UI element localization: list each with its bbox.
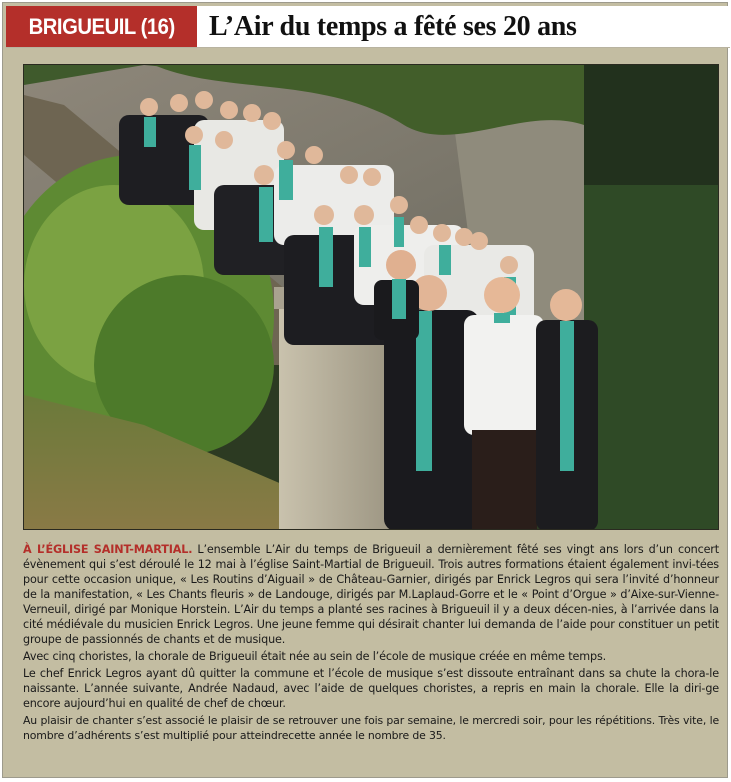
paragraph-3: Le chef Enrick Legros ayant dû quitter la commune et l’école de musique s’est dissoute entraînant dans sa chute la chora-le naissante. L’année suivante, Andrée Nadaud, avec l’aide de quelques choristes, a repris en main la chorale. Elle la diri-ge encore aujourd’hui en qualité de chef de chœur. <box>23 667 719 710</box>
article-frame <box>2 2 728 778</box>
paragraph-2: Avec cinq choristes, la chorale de Brigueuil était née au sein de l’école de musique créée en même temps. <box>23 650 607 663</box>
paragraph-1-text: L’ensemble L’Air du temps de Brigueuil a dernièrement fêté ses vingt ans lors d’un concert évènement qui s’est déroulé le 12 mai à l’église Saint-Martial de Brigueuil. Trois autres formations étaient également invi-tées pour cette occasion unique, « Les Routins d’Aiguail » de Château-Garnier, dirigés par Enrick Legros qui sera l’invité d’honneur de la manifestation, « Les Chants fleuris » de Landouge, dirigés par M.Laplaud-Gorre et le « Point d’Orgue » d’Aixe-sur-Vienne-Verneuil, dirigé par Monique Horstein. L’Air du temps a planté ses racines à Brigueuil il y a deux décen-nies, à l’arrivée dans la cité médiévale du musicien Enrick Legros. Une jeune femme qui désirait chanter lui demanda de l’aide pour constituer un petit groupe de passionnés de chants et de musique. <box>23 543 719 646</box>
location-kicker: BRIGUEUIL (16) <box>6 6 197 47</box>
article-body <box>23 542 719 745</box>
choir-photo <box>23 64 719 530</box>
kicker-band <box>6 6 197 47</box>
lead-in: À L’ÉGLISE SAINT-MARTIAL. <box>23 543 193 556</box>
paragraph-4: Au plaisir de chanter s’est associé le plaisir de se retrouver une fois par semaine, le mercredi soir, pour les répétitions. Très vite, le nombre d’adhérents s’est multiplié pour atteindrecette année le nombre de 35. <box>23 714 719 742</box>
article-header <box>6 6 730 48</box>
headline: L’Air du temps a fêté ses 20 ans <box>197 6 730 47</box>
paragraph-1 <box>23 542 719 647</box>
